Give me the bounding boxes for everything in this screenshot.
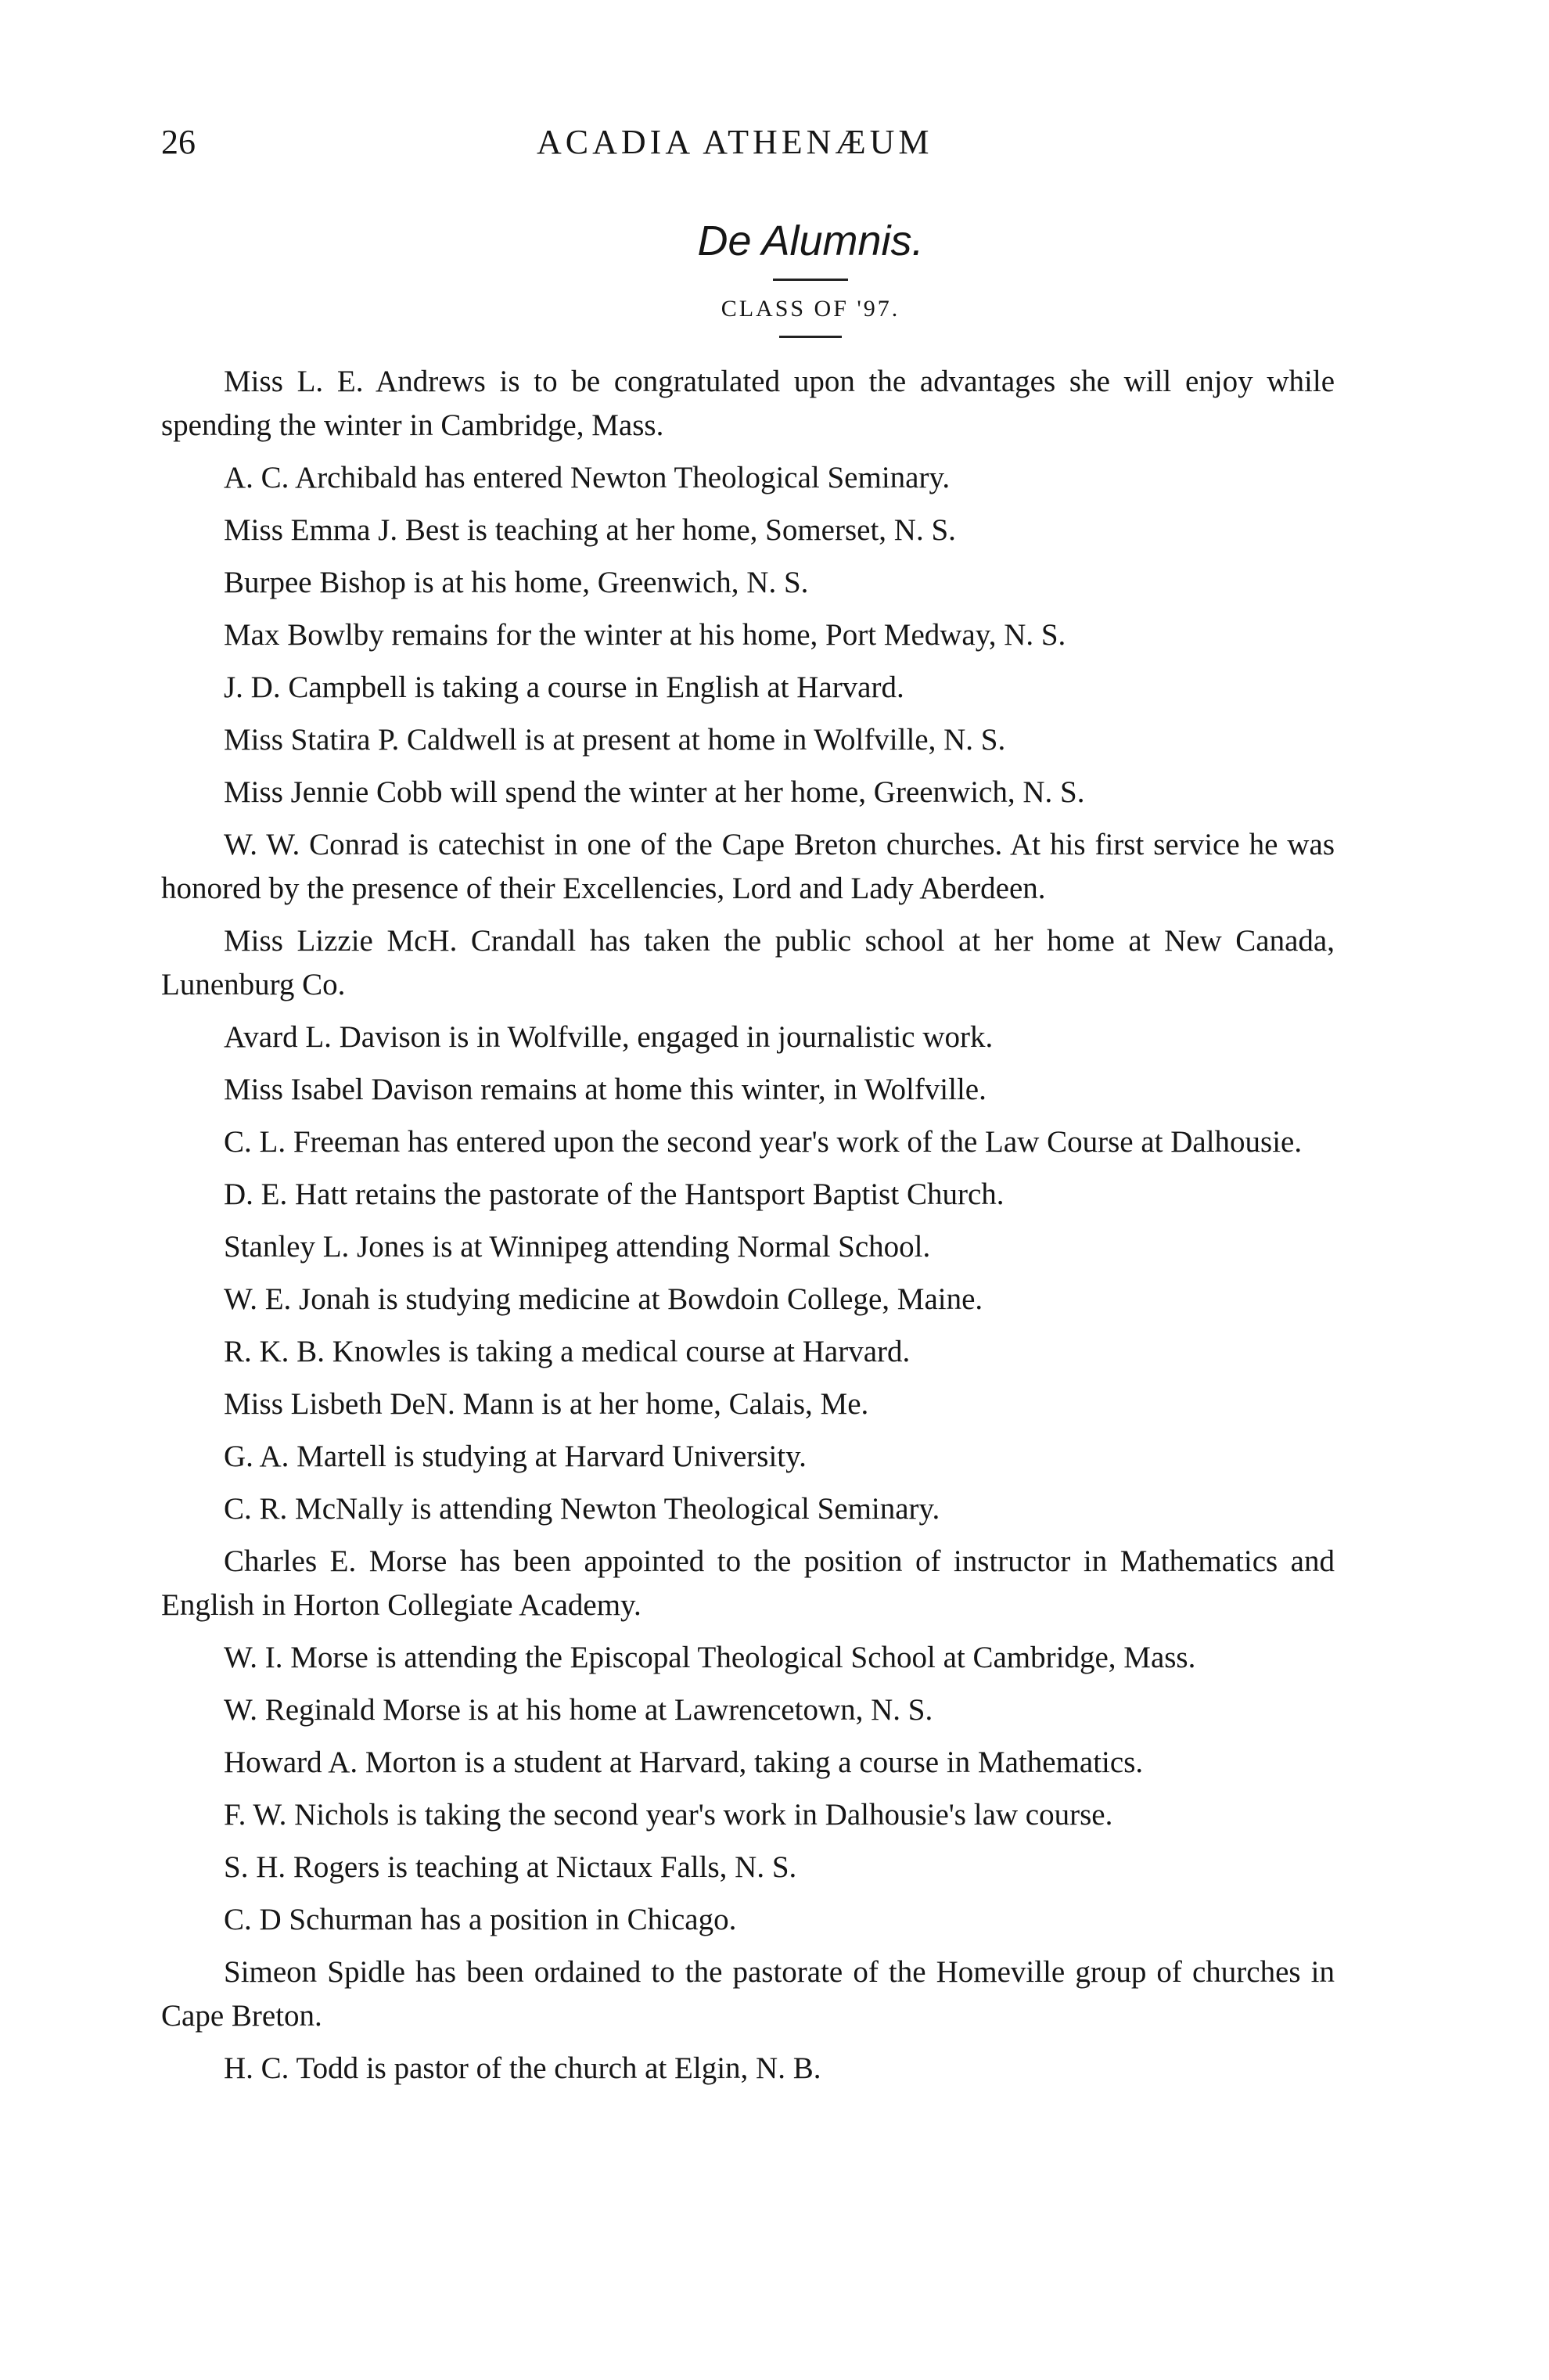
alumni-entry: G. A. Martell is studying at Harvard University. [224,1440,807,1473]
alumni-entry: Miss L. E. Andrews is to be congratulated upon the advantages she will enjoy while spending the winter in Cambridge, Mass. [161,365,1335,442]
document-page [161,110,1335,2099]
alumni-entry: Miss Emma J. Best is teaching at her home, Somerset, N. S. [224,513,956,547]
alumni-entry: W. E. Jonah is studying medicine at Bowdoin College, Maine. [224,1282,983,1316]
alumni-entry: C. L. Freeman has entered upon the second year's work of the Law Course at Dalhousie. [224,1125,1303,1159]
alumni-entry: W. Reginald Morse is at his home at Lawrencetown, N. S. [224,1693,933,1727]
alumni-entry: C. D Schurman has a position in Chicago. [224,1903,737,1936]
class-rule [779,336,842,338]
alumni-entry: Avard L. Davison is in Wolfville, engaged in journalistic work. [224,1020,994,1054]
section-title: De Alumnis. [697,218,924,264]
alumni-entry: Miss Lizzie McH. Crandall has taken the public school at her home at New Canada, Lunenburg Co. [161,924,1335,1001]
alumni-entry: Miss Jennie Cobb will spend the winter at her home, Greenwich, N. S. [224,775,1085,809]
page-header [161,110,1335,180]
alumni-entry: Simeon Spidle has been ordained to the pastorate of the Homeville group of churches in Cape Breton. [161,1955,1335,2033]
alumni-entry: C. R. McNally is attending Newton Theological Seminary. [224,1492,940,1526]
alumni-entry: Stanley L. Jones is at Winnipeg attending Normal School. [224,1230,931,1264]
alumni-entry: H. C. Todd is pastor of the church at Elgin, N. B. [224,2051,821,2085]
class-label: CLASS OF '97. [721,296,900,322]
alumni-entry: Max Bowlby remains for the winter at his home, Port Medway, N. S. [224,618,1066,652]
alumni-entry: S. H. Rogers is teaching at Nictaux Falls, N. S. [224,1850,797,1884]
alumni-entry: Miss Isabel Davison remains at home this winter, in Wolfville. [224,1073,987,1106]
running-title: ACADIA ATHENÆUM [537,123,933,161]
alumni-entry: F. W. Nichols is taking the second year's work in Dalhousie's law course. [224,1798,1113,1832]
alumni-entry: A. C. Archibald has entered Newton Theological Seminary. [224,461,951,494]
alumni-entry: Howard A. Morton is a student at Harvard, taking a course in Mathematics. [224,1745,1144,1779]
alumni-entry: W. W. Conrad is catechist in one of the Cape Breton churches. At his first service he was honored by the presence of their Excellencies, Lord and Lady Aberdeen. [161,828,1335,905]
page-number: 26 [161,123,196,161]
alumni-entry: Miss Statira P. Caldwell is at present at home in Wolfville, N. S. [224,723,1006,757]
title-rule [773,279,848,281]
alumni-entry: Miss Lisbeth DeN. Mann is at her home, Calais, Me. [224,1387,869,1421]
alumni-entry: Burpee Bishop is at his home, Greenwich, N. S. [224,566,809,599]
alumni-entry: D. E. Hatt retains the pastorate of the Hantsport Baptist Church. [224,1177,1005,1211]
alumni-entry: R. K. B. Knowles is taking a medical course at Harvard. [224,1335,911,1368]
alumni-entry: Charles E. Morse has been appointed to the position of instructor in Mathematics and English in Horton Collegiate Academy. [161,1544,1335,1622]
alumni-entries [161,360,1335,2091]
alumni-entry: W. I. Morse is attending the Episcopal Theological School at Cambridge, Mass. [224,1641,1196,1674]
alumni-entry: J. D. Campbell is taking a course in English at Harvard. [224,670,904,704]
